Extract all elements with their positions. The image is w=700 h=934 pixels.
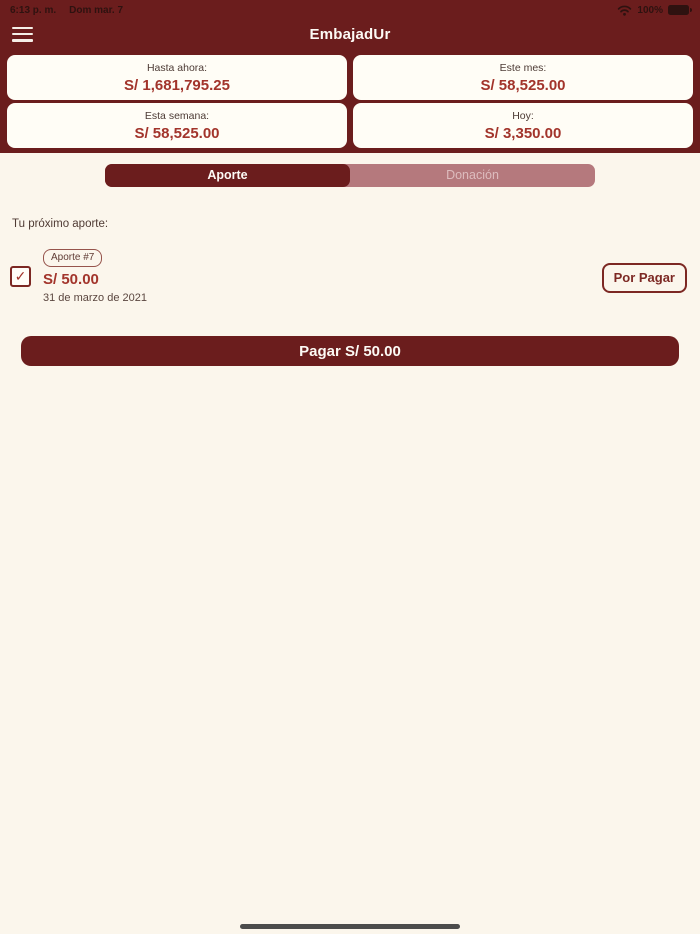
next-payment-heading: Tu próximo aporte:	[12, 218, 109, 230]
main-content	[0, 164, 700, 366]
payment-amount: S/ 50.00	[43, 271, 99, 288]
nav-bar	[0, 20, 700, 48]
payment-date: 31 de marzo de 2021	[43, 292, 147, 304]
status-bar-right	[617, 5, 689, 16]
card-value: S/ 58,525.00	[134, 124, 220, 142]
summary-card-hasta-ahora	[7, 55, 347, 100]
wifi-icon	[617, 5, 632, 16]
card-label: Esta semana:	[144, 109, 210, 122]
battery-percent-label: 100%	[637, 4, 663, 16]
app-header-section	[0, 0, 700, 153]
tab-aporte[interactable]: Aporte	[105, 164, 350, 187]
status-bar-left	[10, 5, 123, 16]
status-date: Dom mar. 7	[69, 4, 124, 16]
card-value: S/ 58,525.00	[480, 76, 566, 94]
payment-badge: Aporte #7	[43, 249, 102, 267]
summary-card-esta-semana	[7, 103, 347, 148]
status-time: 6:13 p. m.	[10, 4, 57, 16]
tab-donacion[interactable]: Donación	[350, 164, 595, 187]
card-label: Hoy:	[512, 109, 534, 122]
home-indicator[interactable]	[240, 924, 460, 929]
payment-info	[43, 249, 147, 304]
pay-button[interactable]: Pagar S/ 50.00	[21, 336, 679, 366]
card-value: S/ 1,681,795.25	[124, 76, 230, 94]
status-bar	[0, 0, 700, 20]
summary-card-hoy	[353, 103, 693, 148]
segmented-control	[105, 164, 595, 187]
next-payment-row	[0, 249, 700, 304]
summary-cards-grid	[0, 48, 700, 148]
payment-checkbox[interactable]: ✓	[10, 266, 31, 287]
por-pagar-button[interactable]: Por Pagar	[602, 263, 687, 293]
battery-icon	[668, 5, 689, 15]
card-label: Hasta ahora:	[146, 61, 208, 74]
summary-card-este-mes	[353, 55, 693, 100]
card-label: Este mes:	[499, 61, 547, 74]
card-value: S/ 3,350.00	[484, 124, 562, 142]
page-title: EmbajadUr	[309, 25, 391, 43]
